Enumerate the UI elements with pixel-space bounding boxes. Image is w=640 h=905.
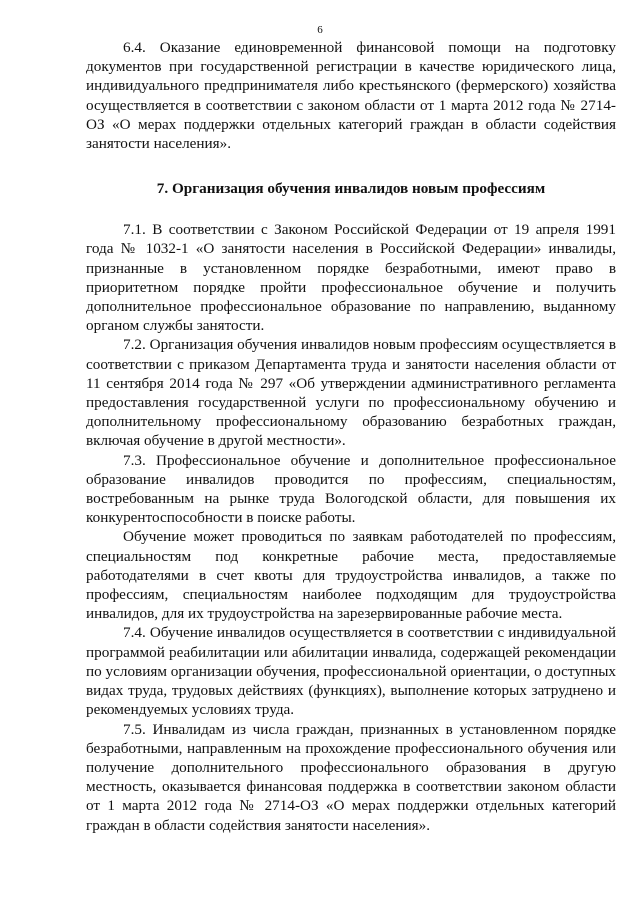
- paragraph-6-4: 6.4. Оказание единовременной финансовой помощи на подготовку документов при государственной регистрации в качестве юридического лица, индивидуального предпринимателя либо крестьянского (фермерского) хозяйства осуществляется в соответствии с законом области от 1 марта 2012 года № 2714-ОЗ «О мерах поддержки отдельных категорий граждан в области содействия занятости населения».: [86, 39, 616, 153]
- paragraph-7-1: 7.1. В соответствии с Законом Российской Федерации от 19 апреля 1991 года № 1032-1 «О занятости населения в Российской Федерации» инвалиды, признанные в установленном порядке безработными, имеют право в приоритетном порядке пройти профессиональное обучение и получить дополнительное профессиональное образование по направлению, выданному органом службы занятости.: [86, 221, 616, 335]
- paragraph-7-5: 7.5. Инвалидам из числа граждан, признанных в установленном порядке безработными, направленным на прохождение профессионального обучения или получение дополнительного профессионального образования в другую местность, оказывается финансовая поддержка в соответствии законом области от 1 марта 2012 года № 2714-ОЗ «О мерах поддержки отдельных категорий граждан в области содействия занятости населения».: [86, 720, 616, 834]
- page-number: 6: [317, 24, 323, 36]
- paragraph-7-3: 7.3. Профессиональное обучение и дополнительное профессиональное образование инвалидов проводится по профессиям, специальностям, востребованным на рынке труда Вологодской области, для повышения их конкурентоспособности в поиске работы.: [86, 451, 616, 527]
- paragraph-7-2: 7.2. Организация обучения инвалидов новым профессиям осуществляется в соответствии с приказом Департамента труда и занятости населения области от 11 сентября 2014 года № 297 «Об утверждении административного регламента предоставления государственной услуги по профессиональному обучению и дополнительному профессиональному образованию безработных граждан, включая обучение в другой местности».: [86, 336, 616, 450]
- paragraph-7-3-continued: Обучение может проводиться по заявкам работодателей по профессиям, специальностям под конкретные рабочие места, предоставляемые работодателями в счет квоты для трудоустройства инвалидов, а также по профессиям, специальностям наиболее подходящим для трудоустройства инвалидов, для их трудоустройства на зарезервированные рабочие места.: [86, 528, 616, 623]
- paragraph-7-4: 7.4. Обучение инвалидов осуществляется в соответствии с индивидуальной программой реабилитации или абилитации инвалида, содержащей рекомендации по условиям организации обучения, профессиональной ориентации, о доступных видах труда, трудовых действиях (функциях), выполнение которых затруднено и рекомендуемых условиях труда.: [86, 624, 616, 719]
- document-body: [86, 38, 616, 835]
- section-heading: 7. Организация обучения инвалидов новым профессиям: [156, 180, 546, 198]
